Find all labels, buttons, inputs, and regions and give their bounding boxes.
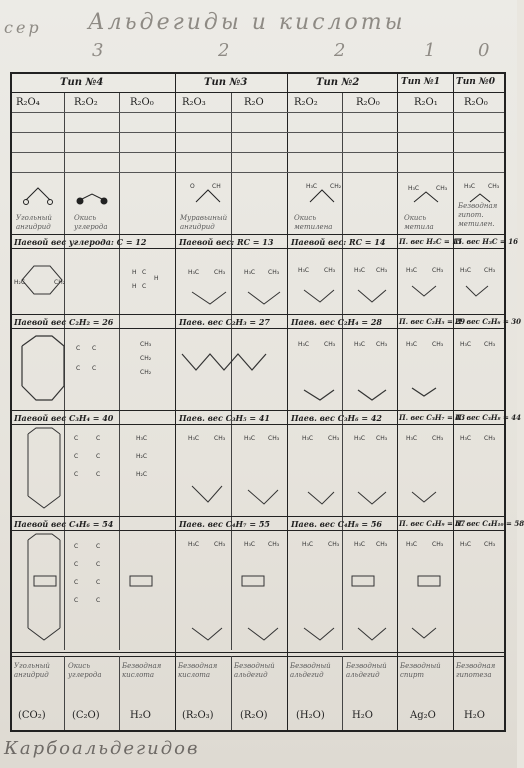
svg-text:C: C xyxy=(96,597,101,604)
svg-text:H₃C: H₃C xyxy=(406,267,418,274)
band-3-col-3: Паев. вес C₃H₅ = 41 xyxy=(179,413,270,423)
periodic-table-grid xyxy=(10,72,524,732)
type-header-2: Тип №2 xyxy=(316,77,360,88)
band-4-col-3: Паев. вес C₄H₇ = 55 xyxy=(179,519,270,529)
formula-R2O0-t4: R₂O₀ xyxy=(130,97,154,108)
note-col-4: Безводная кислота xyxy=(178,662,218,679)
column-number-3: 2 xyxy=(218,40,230,61)
svg-text:C: C xyxy=(74,561,79,568)
type-header-0: Тип №0 xyxy=(456,77,495,87)
svg-text:C: C xyxy=(96,543,101,550)
svg-text:H₃C: H₃C xyxy=(188,541,200,548)
svg-text:H₃C: H₃C xyxy=(298,341,310,348)
footer-caption: Карбоальдегидов xyxy=(4,738,200,759)
band-3-col-4: Паевой вес C₃H₄ = 40 xyxy=(14,413,114,423)
column-number-1: 1 xyxy=(424,40,436,61)
svg-text:CH₃: CH₃ xyxy=(432,341,444,348)
svg-text:CH₃: CH₃ xyxy=(484,541,496,548)
bottom-formula-1: (CO₂) xyxy=(18,710,46,721)
band-2-col-4: Паевой вес C₂H₂ = 26 xyxy=(14,317,114,327)
svg-text:H₃C: H₃C xyxy=(188,435,200,442)
svg-text:C: C xyxy=(76,365,81,372)
svg-text:C: C xyxy=(76,345,81,352)
caption-methylene-oxide: Окись метилена xyxy=(294,214,333,231)
svg-text:CH₃: CH₃ xyxy=(268,269,280,276)
bottom-formula-8: Ag₂O xyxy=(410,710,436,721)
svg-text:C: C xyxy=(74,543,79,550)
bottom-formula-3: H₂O xyxy=(130,710,151,721)
formula-R2O4: R₂O₄ xyxy=(16,97,40,108)
formula-R2O-t3: R₂O xyxy=(244,97,264,108)
caption-anhydrous: Безводная гипот. метилен. xyxy=(458,202,498,228)
svg-text:CH₃: CH₃ xyxy=(214,269,226,276)
band-4-col-0: П. вес C₄H₁₀ = 58 xyxy=(455,519,524,528)
column-number-2: 2 xyxy=(334,40,346,61)
note-col-5: Безводный альдегид xyxy=(234,662,275,679)
svg-text:H₃C: H₃C xyxy=(354,267,366,274)
page-title: Альдегиды и кислоты xyxy=(88,10,406,35)
svg-text:CH₃: CH₃ xyxy=(484,267,496,274)
structures-row-5 xyxy=(12,532,508,652)
note-col-8: Безводный спирт xyxy=(400,662,441,679)
band-4-col-4: Паевой вес C₄H₆ = 54 xyxy=(14,519,114,529)
band-3-col-0: П. вес C₃H₈ = 44 xyxy=(455,413,522,422)
caption-formic: Муравьиный ангидрид xyxy=(180,214,228,231)
structures-row-3 xyxy=(12,330,508,410)
band-2-col-0: П. вес C₂H₆ = 30 xyxy=(455,317,522,326)
header-prefix: сер xyxy=(4,18,42,37)
svg-text:CH₃: CH₃ xyxy=(140,341,152,348)
svg-text:CH₃: CH₃ xyxy=(328,435,340,442)
band-1-col-3: Паевой вес: RC = 13 xyxy=(179,237,274,247)
svg-text:O: O xyxy=(190,183,195,190)
svg-text:H₃C: H₃C xyxy=(460,267,472,274)
svg-text:CH₃: CH₃ xyxy=(268,435,280,442)
svg-text:CH₃: CH₃ xyxy=(214,541,226,548)
svg-text:H₃C: H₃C xyxy=(244,541,256,548)
svg-text:CH₃: CH₃ xyxy=(436,185,448,192)
bottom-formula-9: H₂O xyxy=(464,710,485,721)
svg-text:CH₃: CH₃ xyxy=(328,541,340,548)
band-2-col-2: Паев. вес C₂H₄ = 28 xyxy=(291,317,382,327)
svg-text:CH₃: CH₃ xyxy=(268,541,280,548)
svg-text:H₃C: H₃C xyxy=(354,541,366,548)
svg-text:CH₃: CH₃ xyxy=(214,435,226,442)
svg-text:CH₃: CH₃ xyxy=(376,341,388,348)
structures-row-4 xyxy=(12,426,508,516)
svg-text:H₃C: H₃C xyxy=(244,269,256,276)
svg-text:H₃C: H₃C xyxy=(460,541,472,548)
svg-text:H: H xyxy=(132,283,137,290)
note-col-7: Безводный альдегид xyxy=(346,662,387,679)
page-header xyxy=(0,2,517,40)
band-1-col-0: П. вес H₃C = 16 xyxy=(455,237,518,246)
svg-text:CH₂: CH₂ xyxy=(140,355,152,362)
svg-text:CH₃: CH₃ xyxy=(324,267,336,274)
svg-text:C: C xyxy=(96,435,101,442)
svg-text:C: C xyxy=(96,579,101,586)
svg-text:CH₂: CH₂ xyxy=(54,279,66,286)
svg-text:H₂C: H₂C xyxy=(136,453,148,460)
svg-text:CH₃: CH₃ xyxy=(376,541,388,548)
band-4-col-1: П. вес C₄H₉ = 57 xyxy=(399,519,466,528)
band-4-col-2: Паев. вес C₄H₈ = 56 xyxy=(291,519,382,529)
bottom-formula-2: (C₂O) xyxy=(72,710,100,721)
svg-text:H₃C: H₃C xyxy=(298,267,310,274)
note-col-2: Окись углерода xyxy=(68,662,102,679)
svg-text:H₃C: H₃C xyxy=(406,541,418,548)
note-col-9: Безводная гипотеза xyxy=(456,662,496,679)
svg-text:C: C xyxy=(74,597,79,604)
caption-methyl-oxide: Окись метила xyxy=(404,214,434,231)
svg-text:H₂C: H₂C xyxy=(136,471,148,478)
formula-R2O1: R₂O₁ xyxy=(414,97,438,108)
band-2-col-3: Паев. вес C₂H₃ = 27 xyxy=(179,317,270,327)
formula-R2O0-t0: R₂O₀ xyxy=(464,97,488,108)
svg-text:H₃C: H₃C xyxy=(354,435,366,442)
svg-text:H: H xyxy=(154,275,159,282)
bottom-formula-5: (R₂O) xyxy=(240,710,268,721)
svg-text:H₃C: H₃C xyxy=(302,541,314,548)
svg-text:H₃C: H₃C xyxy=(136,435,148,442)
svg-text:CH₃: CH₃ xyxy=(484,435,496,442)
svg-text:C: C xyxy=(96,561,101,568)
formula-R2O2-t2: R₂O₂ xyxy=(294,97,318,108)
structures-row-2 xyxy=(12,250,508,312)
note-col-3: Безводная кислота xyxy=(122,662,162,679)
svg-text:H₃C: H₃C xyxy=(408,185,420,192)
bottom-formula-7: H₂O xyxy=(352,710,373,721)
svg-text:CH₃: CH₃ xyxy=(376,435,388,442)
svg-text:C: C xyxy=(92,345,97,352)
band-1-col-1: П. вес H₂C = 15 xyxy=(399,237,462,246)
svg-text:CH₃: CH₃ xyxy=(488,183,500,190)
svg-text:C: C xyxy=(96,471,101,478)
note-col-1: Угольный ангидрид xyxy=(14,662,50,679)
formula-R2O2-t4: R₂O₂ xyxy=(74,97,98,108)
bottom-formula-4: (R₂O₃) xyxy=(182,710,214,721)
svg-text:CH₂: CH₂ xyxy=(330,183,342,190)
svg-text:CH₃: CH₃ xyxy=(432,267,444,274)
svg-text:CH₃: CH₃ xyxy=(432,541,444,548)
svg-text:H₃C: H₃C xyxy=(188,269,200,276)
svg-text:H₃C: H₃C xyxy=(460,341,472,348)
caption-co2: Угольный ангидрид xyxy=(16,214,52,231)
band-1-col-2: Паевой вес: RC = 14 xyxy=(291,237,386,247)
bottom-formula-6: (H₂O) xyxy=(296,710,325,721)
column-number-4: 3 xyxy=(92,40,104,61)
svg-text:C: C xyxy=(74,435,79,442)
formula-R2O3: R₂O₃ xyxy=(182,97,206,108)
svg-text:CH₃: CH₃ xyxy=(484,341,496,348)
formula-R2O0-t2: R₂O₀ xyxy=(356,97,380,108)
svg-text:H: H xyxy=(132,269,137,276)
svg-text:H₃C: H₃C xyxy=(464,183,476,190)
svg-text:C: C xyxy=(142,269,147,276)
band-1-col-4: Паевой вес углерода: C = 12 xyxy=(14,237,147,247)
svg-text:H₃C: H₃C xyxy=(302,435,314,442)
svg-text:H₃C: H₃C xyxy=(406,435,418,442)
svg-text:CH₃: CH₃ xyxy=(432,435,444,442)
svg-text:CH₃: CH₃ xyxy=(376,267,388,274)
svg-text:CH₃: CH₃ xyxy=(324,341,336,348)
band-3-col-1: П. вес C₃H₇ = 43 xyxy=(399,413,466,422)
type-header-3: Тип №3 xyxy=(204,77,248,88)
svg-text:C: C xyxy=(74,453,79,460)
svg-text:C: C xyxy=(142,283,147,290)
svg-text:C: C xyxy=(92,365,97,372)
column-number-0: 0 xyxy=(478,40,490,61)
svg-text:C: C xyxy=(74,471,79,478)
svg-text:H₃C: H₃C xyxy=(306,183,318,190)
svg-text:CH₂: CH₂ xyxy=(140,369,152,376)
svg-text:CH: CH xyxy=(212,183,221,190)
svg-text:H₃C: H₃C xyxy=(244,435,256,442)
svg-text:H₃C: H₃C xyxy=(354,341,366,348)
svg-text:H₃C: H₃C xyxy=(460,435,472,442)
band-2-col-1: П. вес C₂H₅ = 29 xyxy=(399,317,466,326)
svg-text:H₂C: H₂C xyxy=(14,279,26,286)
band-3-col-2: Паев. вес C₃H₆ = 42 xyxy=(291,413,382,423)
svg-text:C: C xyxy=(96,453,101,460)
type-header-4: Тип №4 xyxy=(60,77,104,88)
svg-text:C: C xyxy=(74,579,79,586)
svg-text:H₃C: H₃C xyxy=(406,341,418,348)
caption-co: Окись углерода xyxy=(74,214,108,231)
note-col-6: Безводный альдегид xyxy=(290,662,331,679)
type-header-1: Тип №1 xyxy=(401,77,440,87)
